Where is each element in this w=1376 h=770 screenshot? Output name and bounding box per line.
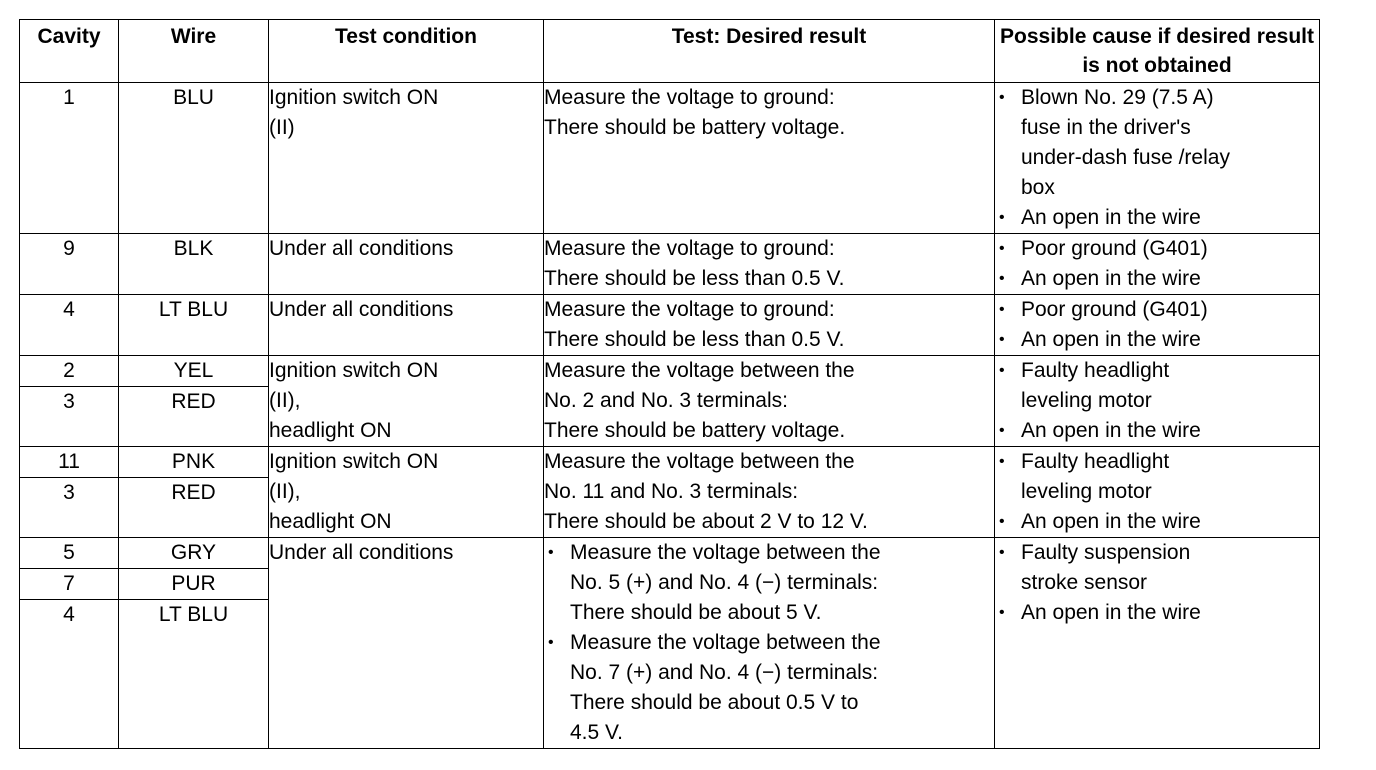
cause-list [995,295,1319,355]
cause-item [995,234,1319,264]
result-cell [544,538,995,749]
wire-cell [119,356,269,447]
result-text: Measure the voltage to ground: There should be less than 0.5 V. [544,237,845,290]
cavity-cell [20,234,119,295]
cause-cell [995,295,1320,356]
condition-line: (II), [269,480,301,503]
cause-text: An open in the wire [1021,510,1201,533]
cause-item [995,356,1319,416]
header-desired-result: Test: Desired result [544,20,995,83]
result-list [544,538,994,748]
header-row [20,20,1320,83]
table-row [20,356,1320,447]
cause-list [995,356,1319,446]
wire-cell-value: YEL [119,356,268,387]
cause-cell [995,447,1320,538]
cause-text: Blown No. 29 (7.5 A) fuse in the driver's under-dash fuse /relay box [1021,86,1230,199]
wire-cell [119,83,269,234]
cause-item [995,83,1319,203]
cause-text: Faulty headlight leveling motor [1021,359,1170,412]
cavity-cell [20,447,119,538]
cavity-cell-value: 11 [20,447,118,478]
cause-item [995,203,1319,233]
condition-line: Under all conditions [269,237,454,260]
wire-cell-value: GRY [119,538,268,569]
cause-item [995,416,1319,446]
condition-line: (II), [269,389,301,412]
cause-text: Faulty headlight leveling motor [1021,450,1170,503]
header-wire: Wire [119,20,269,83]
result-cell [544,295,995,356]
wire-cell-value: RED [171,390,216,413]
wire-cell [119,447,269,538]
cavity-cell [20,356,119,447]
cause-cell [995,538,1320,749]
result-text: Measure the voltage to ground: There should be battery voltage. [544,86,846,139]
cause-text: An open in the wire [1021,267,1201,290]
table-row [20,234,1320,295]
cause-list [995,83,1319,233]
cause-cell [995,83,1320,234]
cause-list [995,538,1319,628]
cavity-cell-value: 1 [63,86,75,109]
cause-item [995,447,1319,507]
condition-line: Ignition switch ON [269,450,439,473]
table-row [20,83,1320,234]
table-row [20,538,1320,749]
wire-cell [119,234,269,295]
result-cell [544,447,995,538]
condition-line: Under all conditions [269,541,454,564]
header-cavity: Cavity [20,20,119,83]
test-table [19,19,1320,749]
result-text: Measure the voltage between the No. 7 (+) and No. 4 (−) terminals: There should be about 0.5 V to 4.5 V. [570,631,881,744]
cavity-cell-value: 9 [63,237,75,260]
result-cell [544,234,995,295]
condition-cell [269,447,544,538]
cause-item [995,325,1319,355]
cause-cell [995,356,1320,447]
wire-cell [119,538,269,749]
wire-cell-value: LT BLU [158,298,229,321]
cause-text: Faulty suspension stroke sensor [1021,541,1191,594]
cause-text: Poor ground (G401) [1021,298,1208,321]
header-test-condition: Test condition [269,20,544,83]
result-text: Measure the voltage between the No. 2 and No. 3 terminals: There should be battery voltage. [544,359,855,442]
result-item [544,628,994,748]
table-row [20,447,1320,538]
condition-cell [269,356,544,447]
condition-line: headlight ON [269,510,392,533]
result-item [544,538,994,628]
cause-cell [995,234,1320,295]
result-text: Measure the voltage between the No. 11 and No. 3 terminals: There should be about 2 V to 12 V. [544,450,868,533]
cause-text: An open in the wire [1021,328,1201,351]
cavity-cell-value: 5 [20,538,118,569]
cause-item [995,264,1319,294]
header-possible-cause: Possible cause if desired result is not obtained [995,20,1320,83]
wire-cell-value: RED [171,481,216,504]
wire-cell-value: BLK [173,237,214,260]
cause-text: Poor ground (G401) [1021,237,1208,260]
cause-text: An open in the wire [1021,419,1201,442]
condition-line: (II) [269,116,295,139]
cavity-cell [20,538,119,749]
wire-cell-value: PNK [119,447,268,478]
cavity-cell [20,83,119,234]
wire-cell [119,295,269,356]
result-cell [544,356,995,447]
wire-cell-value: BLU [173,86,214,109]
result-text: Measure the voltage between the No. 5 (+) and No. 4 (−) terminals: There should be about 5 V. [570,541,881,624]
cause-item [995,295,1319,325]
cause-list [995,447,1319,537]
cavity-cell-value: 2 [20,356,118,387]
condition-cell [269,83,544,234]
cavity-cell-value: 3 [63,390,75,413]
wire-cell-value: PUR [119,569,268,600]
condition-line: Under all conditions [269,298,454,321]
cavity-cell [20,295,119,356]
table-body [20,83,1320,749]
wire-cell-value: LT BLU [158,603,229,626]
condition-line: Ignition switch ON [269,359,439,382]
cavity-cell-value: 4 [63,603,75,626]
result-text: Measure the voltage to ground: There should be less than 0.5 V. [544,298,845,351]
condition-cell [269,538,544,749]
condition-line: headlight ON [269,419,392,442]
cause-item [995,538,1319,598]
cause-item [995,507,1319,537]
cause-list [995,234,1319,294]
result-cell [544,83,995,234]
table-row [20,295,1320,356]
condition-cell [269,234,544,295]
cause-item [995,598,1319,628]
cavity-cell-value: 3 [63,481,75,504]
condition-line: Ignition switch ON [269,86,439,109]
cause-text: An open in the wire [1021,206,1201,229]
cavity-cell-value: 4 [63,298,75,321]
cause-text: An open in the wire [1021,601,1201,624]
condition-cell [269,295,544,356]
cavity-cell-value: 7 [20,569,118,600]
